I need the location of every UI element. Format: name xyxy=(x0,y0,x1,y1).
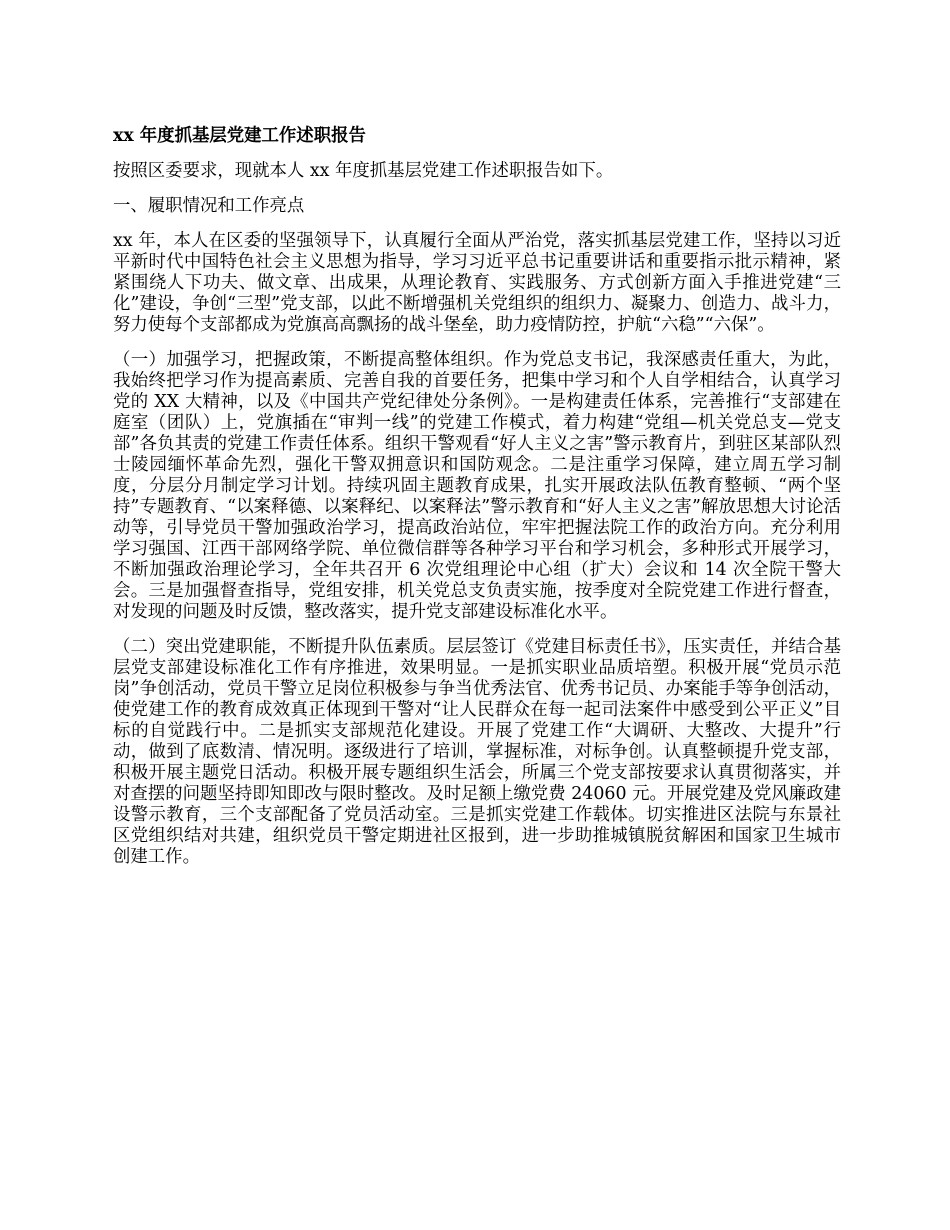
body-paragraph-study: （一）加强学习，把握政策，不断提高整体组织。作为党总支书记，我深感责任重大，为此，我始终把学习作为提高素质、完善自我的首要任务，把集中学习和个人自学相结合，认真学习党的 XX 大精神，以及《中国共产党纪律处分条例》。一是构建责任体系，完善推行“支部建在庭室（团队）上，党旗插在“审判一线”的党建工作模式，着力构建“党组—机关党总支—党支部”各负其责的党建工作责任体系。组织干警观看“好人主义之害”警示教育片，到驻区某部队烈士陵园缅怀革命先烈，强化干警双拥意识和国防观念。二是注重学习保障，建立周五学习制度，分层分月制定学习计划。持续巩固主题教育成果，扎实开展政法队伍教育整顿、“两个坚持”专题教育、“以案释德、以案释纪、以案释法”警示教育和“好人主义之害”解放思想大讨论活动等，引导党员干警加强政治学习，提高政治站位，牢牢把握法院工作的政治方向。充分利用学习强国、江西干部网络学院、单位微信群等各种学习平台和学习机会，多种形式开展学习，不断加强政治理论学习，全年共召开 6 次党组理论中心组（扩大）会议和 14 次全院干警大会。三是加强督查指导，党组安排，机关党总支负责实施，按季度对全院党建工作进行督查，对发现的问题及时反馈，整改落实，提升党支部建设标准化水平。 xyxy=(113,350,841,622)
document-page xyxy=(113,126,841,882)
document-title: xx 年度抓基层党建工作述职报告 xyxy=(113,126,366,146)
body-paragraph-party-building: （二）突出党建职能，不断提升队伍素质。层层签订《党建目标责任书》，压实责任，并结合基层党支部建设标准化工作有序推进，效果明显。一是抓实职业品质培塑。积极开展“党员示范岗”争创活动，党员干警立足岗位积极参与争当优秀法官、优秀书记员、办案能手等争创活动，使党建工作的教育成效真正体现到干警对“让人民群众在每一起司法案件中感受到公平正义”目标的自觉践行中。二是抓实支部规范化建设。开展了党建工作“大调研、大整改、大提升”行动，做到了底数清、情况明。逐级进行了培训，掌握标准，对标争创。认真整顿提升党支部，积极开展主题党日活动。积极开展专题组织生活会，所属三个党支部按要求认真贯彻落实，并对查摆的问题坚持即知即改与限时整改。及时足额上缴党费 24060 元。开展党建及党风廉政建设警示教育，三个支部配备了党员活动室。三是抓实党建工作载体。切实推进区法院与东景社区党组织结对共建，组织党员干警定期进社区报到，进一步助推城镇脱贫解困和国家卫生城市创建工作。 xyxy=(113,637,841,867)
body-paragraph-overview: xx 年，本人在区委的坚强领导下，认真履行全面从严治党，落实抓基层党建工作，坚持以习近平新时代中国特色社会主义思想为指导，学习习近平总书记重要讲话和重要指示批示精神，紧紧围绕人下功夫、做文章、出成果，从理论教育、实践服务、方式创新方面入手推进党建“三化”建设，争创“三型”党支部，以此不断增强机关党组织的组织力、凝聚力、创造力、战斗力，努力使每个支部都成为党旗高高飘扬的战斗堡垒，助力疫情防控，护航“六稳”“六保”。 xyxy=(113,231,841,335)
intro-paragraph: 按照区委要求，现就本人 xx 年度抓基层党建工作述职报告如下。 xyxy=(113,161,614,181)
section-heading: 一、履职情况和工作亮点 xyxy=(113,196,305,216)
